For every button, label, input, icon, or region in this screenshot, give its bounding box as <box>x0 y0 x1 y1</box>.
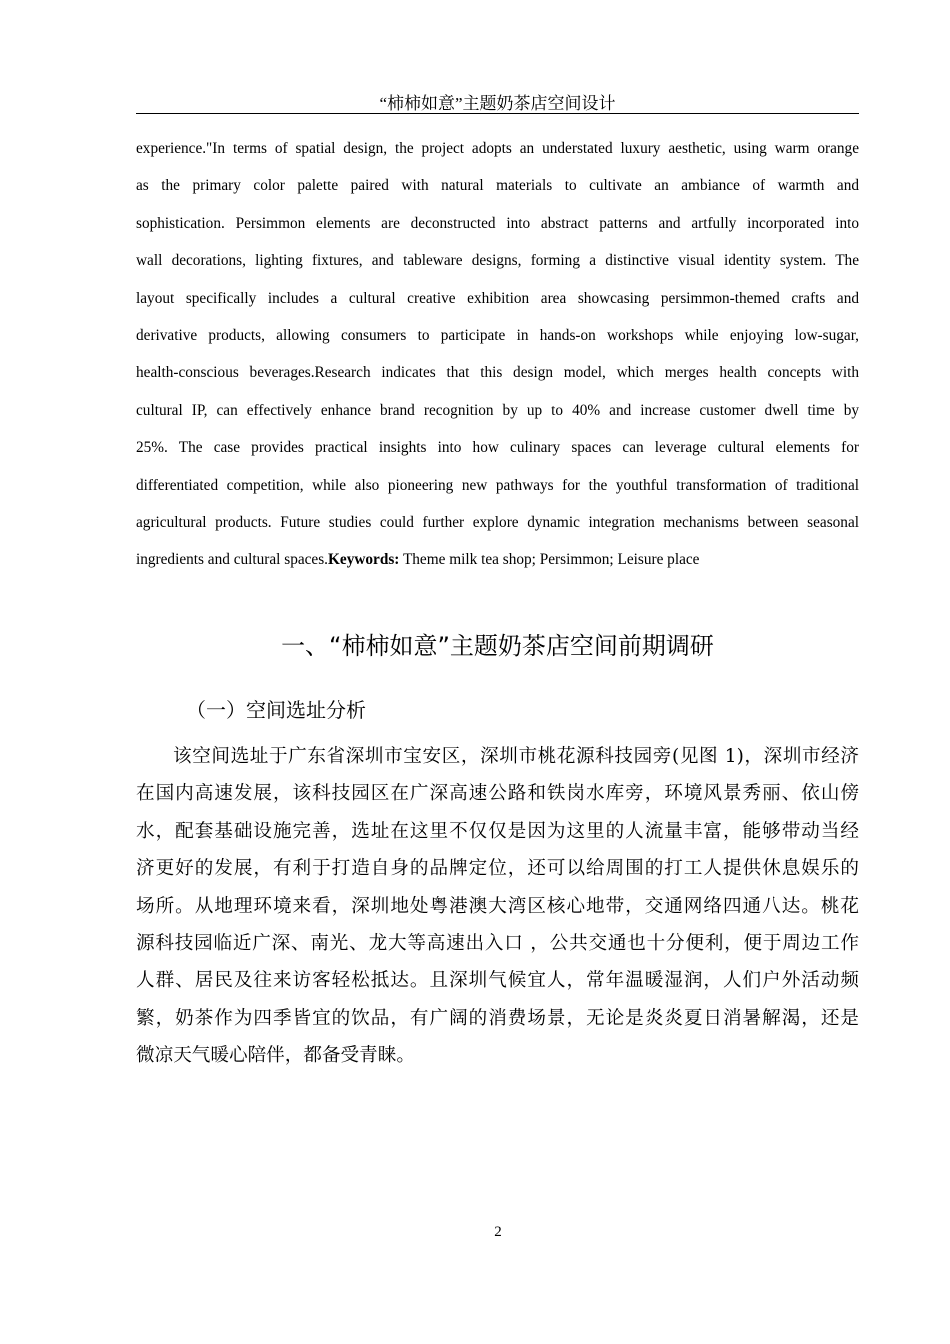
subsection-heading: （一）空间选址分析 <box>186 698 366 722</box>
text-line: wall decorations, lighting fixtures, and tableware designs, forming a distinctive visual identity system. The <box>136 252 859 270</box>
text-line: differentiated competition, while also pioneering new pathways for the youthful transformation of traditional <box>136 476 859 494</box>
text-line: as the primary color palette paired with natural materials to cultivate an ambiance of warmth and <box>136 177 859 195</box>
text-line: 源科技园临近广深、南光、龙大等高速出入口 ，公共交通也十分便利，便于周边工作 <box>136 932 859 954</box>
page-number: 2 <box>494 1224 502 1240</box>
section-heading: 一、“柿柿如意”主题奶茶店空间前期调研 <box>281 632 714 660</box>
text-line: 繁，奶茶作为四季皆宜的饮品，有广阔的消费场景，无论是炎炎夏日消暑解渴，还是 <box>136 1007 859 1029</box>
text-line: 水，配套基础设施完善，选址在这里不仅仅是因为这里的人流量丰富，能够带动当经 <box>136 820 859 842</box>
keywords-line <box>136 541 859 578</box>
body-paragraph <box>136 738 859 1075</box>
abstract-paragraph <box>136 130 859 579</box>
text-line: derivative products, allowing consumers to participate in hands-on workshops while enjoying low-sugar, <box>136 326 859 344</box>
text-line: ingredients and cultural spaces. <box>136 551 328 569</box>
text-line: health-conscious beverages.Research indicates that this design model, which merges health concepts with <box>136 364 859 382</box>
text-line: agricultural products. Future studies could further explore dynamic integration mechanisms between seasonal <box>136 513 859 531</box>
text-line: 济更好的发展，有利于打造自身的品牌定位，还可以给周围的打工人提供休息娱乐的 <box>136 858 859 880</box>
text-line: 在国内高速发展，该科技园区在广深高速公路和铁岗水库旁，环境风景秀丽、依山傍 <box>136 783 859 805</box>
text-line: cultural IP, can effectively enhance brand recognition by up to 40% and increase customer dwell time by <box>136 401 859 419</box>
text-line: layout specifically includes a cultural creative exhibition area showcasing persimmon-themed crafts and <box>136 289 859 307</box>
keywords-label: Keywords: <box>328 551 400 569</box>
text-line: 该空间选址于广东省深圳市宝安区，深圳市桃花源科技园旁(见图 1)，深圳市经济 <box>173 746 859 767</box>
text-line: 25%. The case provides practical insights into how culinary spaces can leverage cultural elements for <box>136 439 859 457</box>
text-line: 场所。从地理环境来看，深圳地处粤港澳大湾区核心地带，交通网络四通八达。桃花 <box>136 895 859 917</box>
text-line: 人群、居民及往来访客轻松抵达。且深圳气候宜人，常年温暖湿润，人们户外活动频 <box>136 970 859 992</box>
running-header: “柿柿如意”主题奶茶店空间设计 <box>379 94 616 113</box>
text-line: 微凉天气暖心陪伴，都备受青睐。 <box>136 1045 415 1067</box>
keywords-text: Theme milk tea shop; Persimmon; Leisure place <box>399 551 700 569</box>
text-line: experience."In terms of spatial design, the project adopts an understated luxury aesthetic, using warm orange <box>136 140 859 157</box>
text-line: sophistication. Persimmon elements are deconstructed into abstract patterns and artfully incorporated into <box>136 214 859 232</box>
header-divider <box>136 113 859 114</box>
